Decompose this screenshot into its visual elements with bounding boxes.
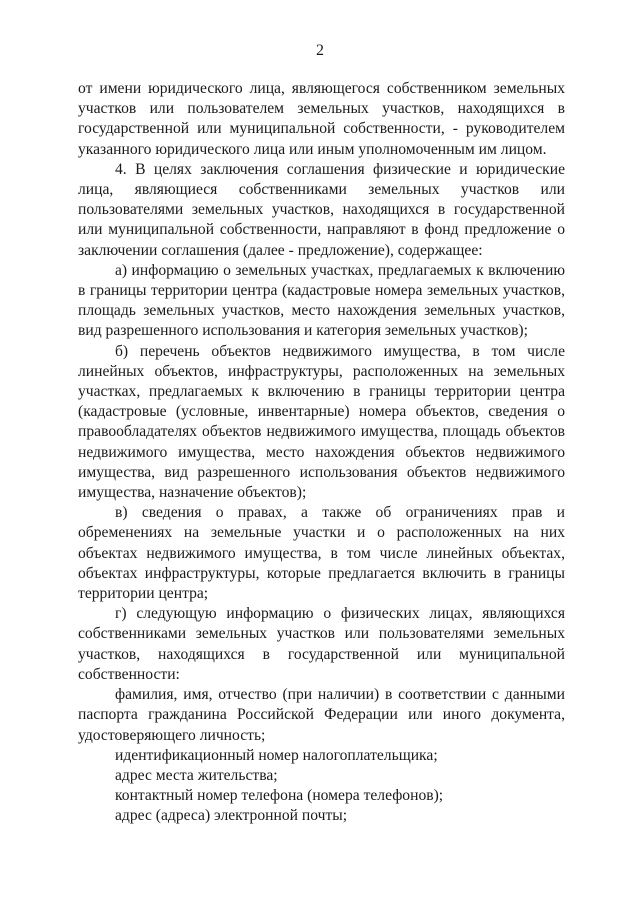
paragraph-item-4: 4. В целях заключения соглашения физические и юридические лица, являющиеся собственниками земельных участков или пользователями земельных участков, находящихся в государственной или муниципальной собственности, направляют в фонд предложение о заключении соглашения (далее - предложение), содержащее: [78,160,565,259]
paragraph-subitem-b: б) перечень объектов недвижимого имущества, в том числе линейных объектов, инфраструктуры, расположенных на земельных участках, предлагаемых к включению в границы территории центра (кадастровые (условные, инвентарные) номера объектов, сведения о правообладателях объектов недвижимого имущества, площадь объектов недвижимого имущества, место нахождения объектов недвижимого имущества, вид разрешенного использования объектов недвижимого имущества, назначение объектов); [78,342,565,502]
paragraph-full-name: фамилия, имя, отчество (при наличии) в соответствии с данными паспорта гражданина Российской Федерации или иного документа, удостоверяющего личность; [78,686,565,744]
paragraph-address: адрес места жительства; [115,766,278,784]
paragraph-subitem-g: г) следующую информацию о физических лицах, являющихся собственниками земельных участков или пользователями земельных участков, находящихся в государственной или муниципальной собственности: [78,605,565,683]
paragraph-email: адрес (адреса) электронной почты; [115,807,348,825]
paragraph-subitem-a: а) информацию о земельных участках, предлагаемых к включению в границы территории центра (кадастровые номера земельных участков, площадь земельных участков, место нахождения земельных участков, вид разрешенного использования и категория земельных участков); [78,261,565,340]
paragraph-tax-id: идентификационный номер налогоплательщика; [115,746,438,764]
paragraph-subitem-v: в) сведения о правах, а также об ограничениях прав и обременениях на земельные участки и о расположенных на них объектах недвижимого имущества, в том числе линейных объектах, объектах инфраструктуры, которые предлагается включить в границы территории центра; [78,504,565,603]
paragraph-phone: контактный номер телефона (номера телефонов); [115,787,444,805]
paragraph-continuation: от имени юридического лица, являющегося собственником земельных участков или пользователем земельных участков, находящихся в государственной или муниципальной собственности, - руководителем указанного юридического лица или иным уполномоченным им лицом. [78,80,565,158]
page-number: 2 [316,42,324,59]
document-body [78,79,565,827]
